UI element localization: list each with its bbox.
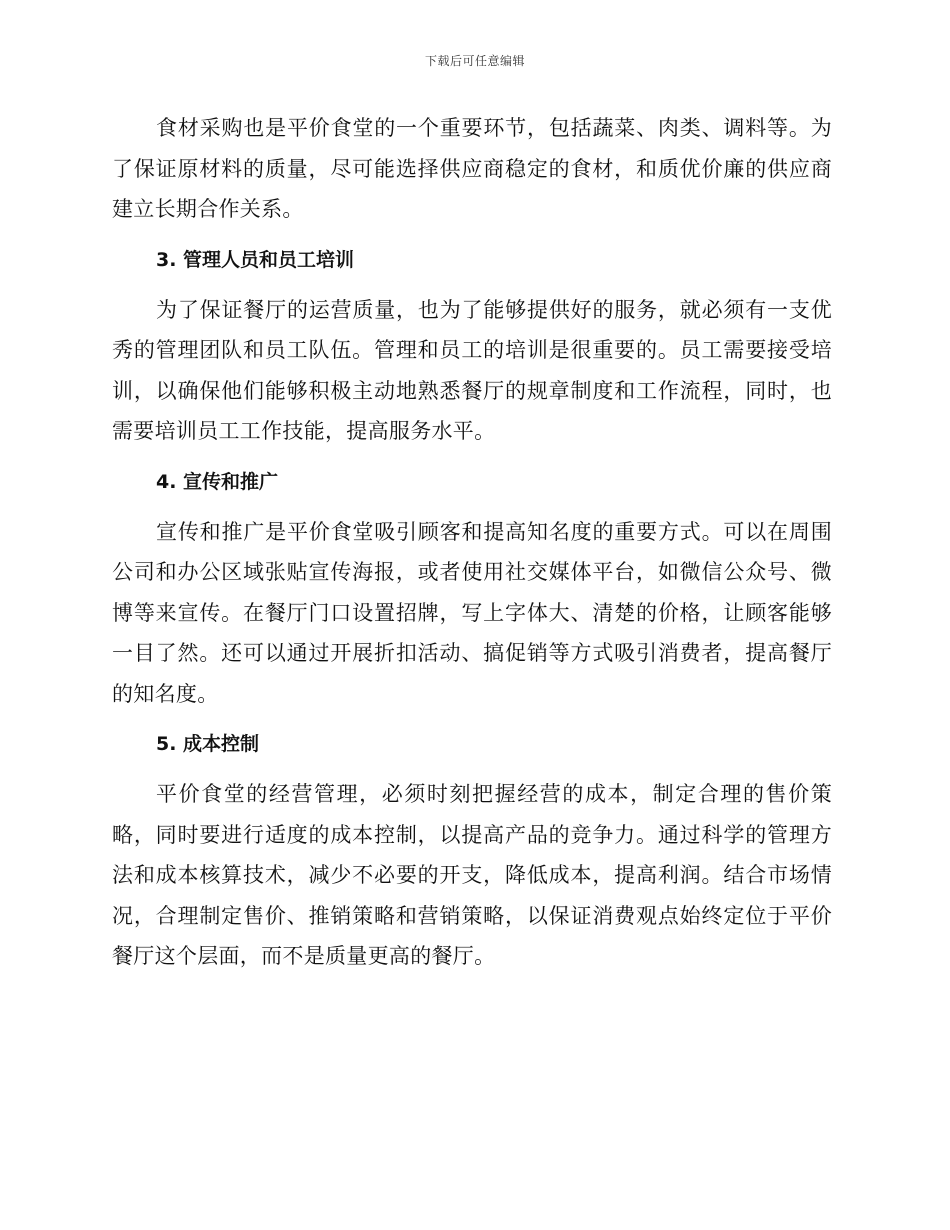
section-4-paragraph: 宣传和推广是平价食堂吸引顾客和提高知名度的重要方式。可以在周围公司和办公区域张贴宣传海报，或者使用社交媒体平台，如微信公众号、微博等来宣传。在餐厅门口设置招牌，写上字体大、清楚的价格，让顾客能够一目了然。还可以通过开展折扣活动、搞促销等方式吸引消费者，提高餐厅的知名度。: [112, 519, 832, 706]
page-header: 下载后可任意编辑: [424, 54, 525, 68]
section-3-paragraph: 为了保证餐厅的运营质量，也为了能够提供好的服务，就必须有一支优秀的管理团队和员工队伍。管理和员工的培训是很重要的。员工需要接受培训，以确保他们能够积极主动地熟悉餐厅的规章制度和工作流程，同时，也需要培训员工工作技能，提高服务水平。: [112, 297, 832, 443]
section-5-paragraph: 平价食堂的经营管理，必须时刻把握经营的成本，制定合理的售价策略，同时要进行适度的成本控制，以提高产品的竞争力。通过科学的管理方法和成本核算技术，减少不必要的开支，降低成本，提高利润。结合市场情况，合理制定售价、推销策略和营销策略，以保证消费观点始终定位于平价餐厅这个层面，而不是质量更高的餐厅。: [112, 782, 832, 968]
document-body: [112, 108, 832, 977]
section-5-heading: 5. 成本控制: [156, 733, 260, 755]
section-4-heading: 4. 宣传和推广: [156, 470, 279, 493]
section-3-heading: 3. 管理人员和员工培训: [156, 248, 355, 271]
intro-paragraph: 食材采购也是平价食堂的一个重要环节，包括蔬菜、肉类、调料等。为了保证原材料的质量，尽可能选择供应商稳定的食材，和质优价廉的供应商建立长期合作关系。: [112, 116, 832, 221]
